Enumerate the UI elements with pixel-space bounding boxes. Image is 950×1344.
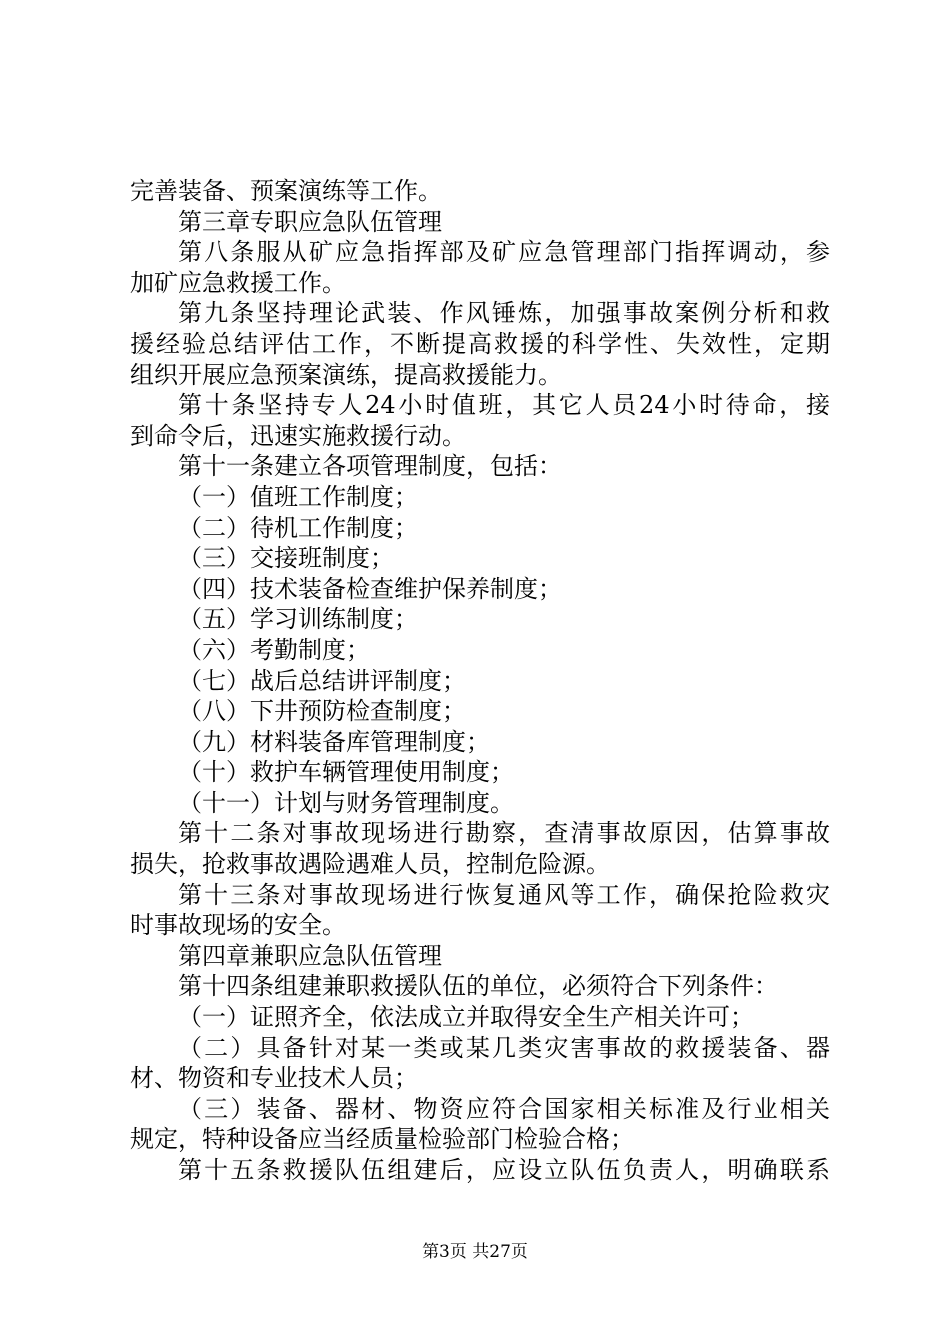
- text-line: （九）材料装备库管理制度；: [178, 727, 490, 756]
- text-line: （五）学习训练制度；: [178, 605, 418, 634]
- text-line: （三）装备、器材、物资应符合国家相关标准及行业相关: [178, 1094, 830, 1123]
- text-line: 到命令后，迅速实施救援行动。: [130, 421, 466, 450]
- text-line: （七）战后总结讲评制度；: [178, 666, 466, 695]
- text-line: 第十三条对事故现场进行恢复通风等工作，确保抢险救灾: [178, 880, 830, 909]
- document-body: [130, 176, 830, 1186]
- text-line: 材、物资和专业技术人员；: [130, 1064, 418, 1093]
- text-line: （八）下井预防检查制度；: [178, 697, 466, 726]
- text-line: （二）具备针对某一类或某几类灾害事故的救援装备、器: [178, 1033, 830, 1062]
- text-line: 第十二条对事故现场进行勘察，查清事故原因，估算事故: [178, 819, 830, 848]
- text-line: 完善装备、预案演练等工作。: [130, 177, 442, 205]
- text-line: 第三章专职应急队伍管理: [178, 207, 442, 236]
- text-line: 第十四条组建兼职救援队伍的单位，必须符合下列条件：: [178, 972, 778, 1001]
- text-line: 第九条坚持理论武装、作风锤炼，加强事故案例分析和救: [178, 299, 830, 328]
- text-line: 加矿应急救援工作。: [130, 268, 346, 297]
- page-number-label: 第3页 共27页: [422, 1242, 528, 1262]
- text-line: 第十一条建立各项管理制度，包括：: [178, 452, 562, 481]
- text-line: 第四章兼职应急队伍管理: [178, 941, 442, 970]
- text-line: 损失，抢救事故遇险遇难人员，控制危险源。: [130, 850, 610, 879]
- text-line: 规定，特种设备应当经质量检验部门检验合格；: [130, 1125, 634, 1154]
- text-line: 组织开展应急预案演练，提高救援能力。: [130, 360, 562, 389]
- page-footer: [0, 1240, 950, 1264]
- text-line: 第十五条救援队伍组建后，应设立队伍负责人，明确联系: [178, 1156, 830, 1184]
- text-line: （二）待机工作制度；: [178, 513, 418, 542]
- text-line: （四）技术装备检查维护保养制度；: [178, 574, 562, 603]
- text-line: （十一）计划与财务管理制度。: [178, 788, 514, 817]
- text-line: （六）考勤制度；: [178, 635, 370, 664]
- text-line: 时事故现场的安全。: [130, 911, 346, 940]
- text-line: （一）值班工作制度；: [178, 482, 418, 511]
- text-line: （三）交接班制度；: [178, 544, 394, 573]
- text-line: （一）证照齐全，依法成立并取得安全生产相关许可；: [178, 1003, 754, 1032]
- text-line: 第八条服从矿应急指挥部及矿应急管理部门指挥调动，参: [178, 238, 830, 267]
- text-line: 第十条坚持专人24小时值班，其它人员24小时待命，接: [178, 391, 830, 420]
- text-line: （十）救护车辆管理使用制度；: [178, 758, 514, 787]
- text-line: 援经验总结评估工作，不断提高救援的科学性、失效性，定期: [130, 329, 830, 358]
